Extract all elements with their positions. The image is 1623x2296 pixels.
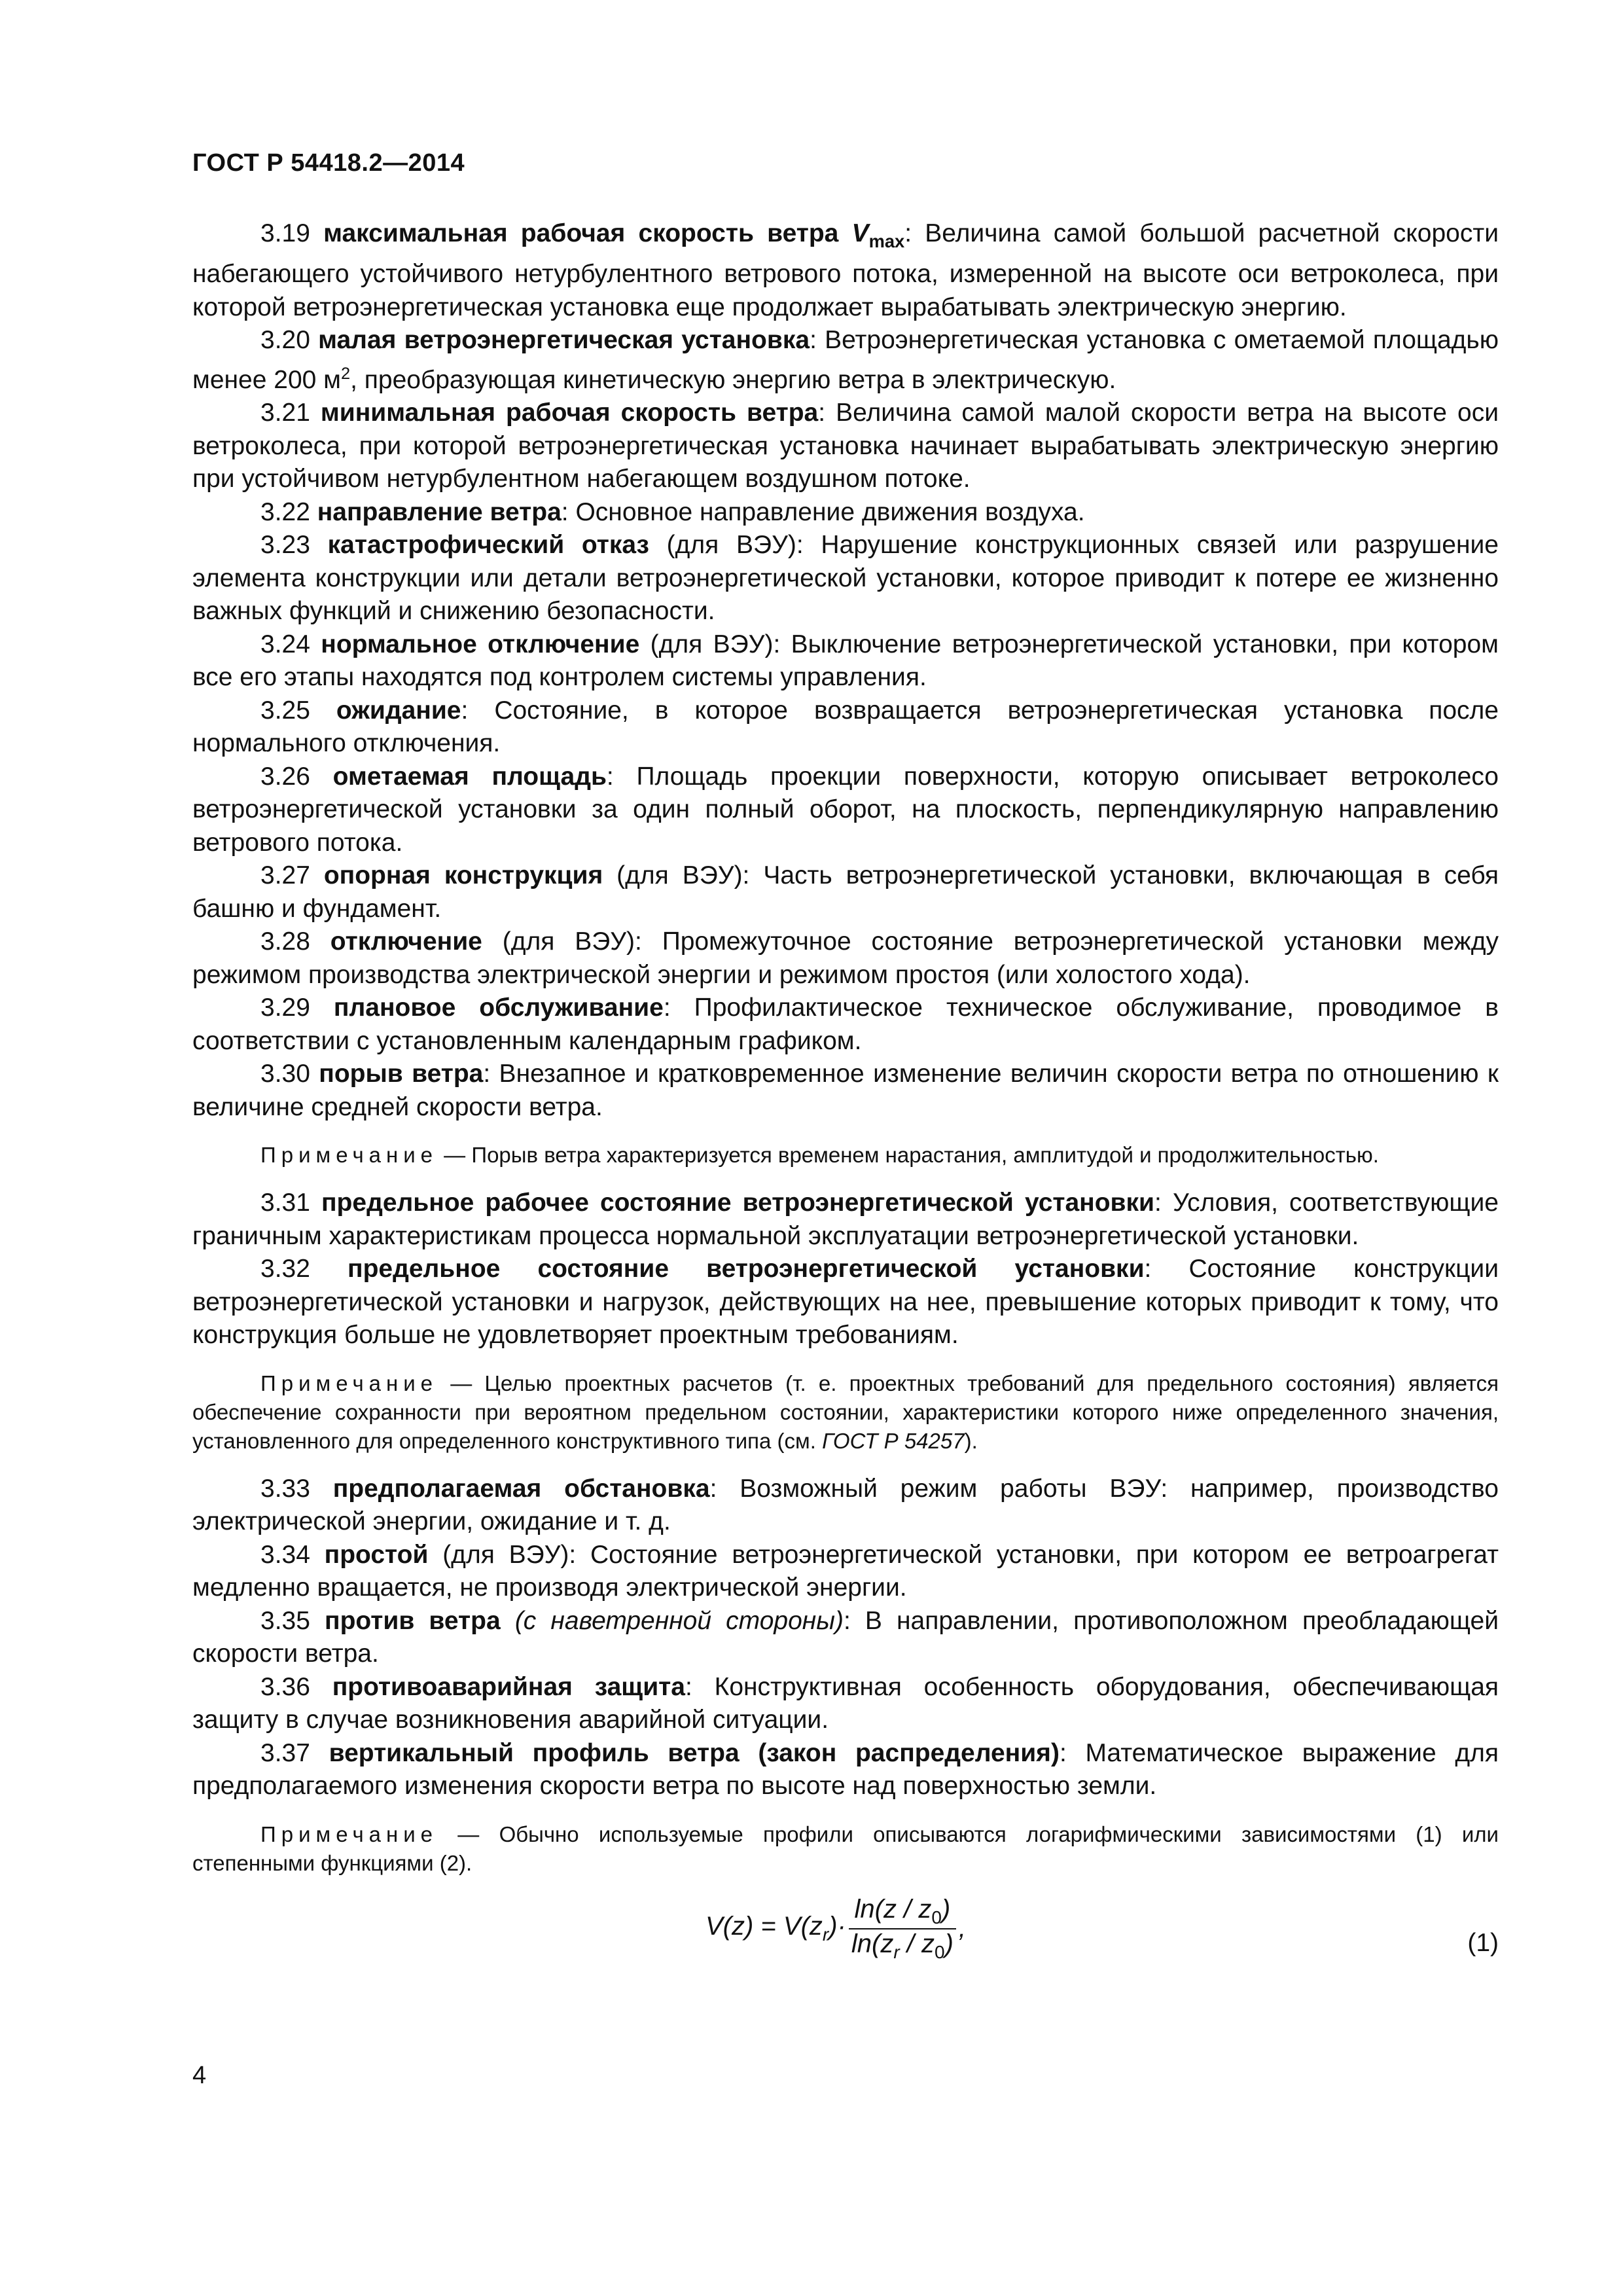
term-3-34: 3.34 простой (для ВЭУ): Состояние ветроэнергетической установки, при котором ее ветроагрегат медленно вращается, не производя электрической энергии. (192, 1540, 1499, 1602)
term-3-20: 3.20 малая ветроэнергетическая установка: Ветроэнергетическая установка с ометаемой площадью менее 200 $м^2$, преобразующая кинетическую энергию ветра в электрическую. (192, 326, 1499, 394)
term-3-29: 3.29 плановое обслуживание: Профилактическое техническое обслуживание, проводимое в соответствии с установленным календарным графиком. (192, 994, 1499, 1055)
page-number: 4 (192, 2062, 207, 2089)
note-limit-state: Примечание — Целью проектных расчетов (т. е. проектных требований для предельного состояния) является обеспечение сохранности при вероятном предельном состоянии, характеристики которого ниже определенного значения, установленного для определенного конструктивного типа (см. ГОСТ Р 54257). (192, 1371, 1499, 1453)
note-profile: Примечание — Обычно используемые профили описываются логарифмическими зависимостями (1) или степенными функциями (2). (192, 1821, 1499, 1875)
term-3-23: 3.23 катастрофический отказ (для ВЭУ): Нарушение конструкционных связей или разрушение элемента конструкции или детали ветроэнергетической установки, которое приводит к потере ее жизненно важных функций и снижению безопасности. (192, 531, 1499, 626)
term-3-32: 3.32 предельное состояние ветроэнергетической установки: Состояние конструкции ветроэнергетической установки и нагрузок, действующих на нее, превышение которых приводит к тому, что конструкция больше не удовлетворяет проектным требованиям. (192, 1255, 1499, 1350)
formula-1 (192, 1895, 1499, 1993)
term-3-21: 3.21 минимальная рабочая скорость ветра: Величина самой малой скорости ветра на высоте оси ветроколеса, при которой ветроэнергетическая установка начинает вырабатывать электрическую энергию при устойчивом нетурбулентном набегающем воздушном потоке. (192, 399, 1499, 493)
term-3-37: 3.37 вертикальный профиль ветра (закон распределения): Математическое выражение для предполагаемого изменения скорости ветра по высоте над поверхностью земли. (192, 1738, 1499, 1801)
term-3-24: 3.24 нормальное отключение (для ВЭУ): Выключение ветроэнергетической установки, при котором все его этапы находятся под контролем системы управления. (192, 630, 1499, 692)
note-gust: Примечание — Порыв ветра характеризуется временем нарастания, амплитудой и продолжительностью. (260, 1143, 1379, 1168)
term-3-33: 3.33 предполагаемая обстановка: Возможный режим работы ВЭУ: например, производство электрической энергии, ожидание и т. д. (192, 1474, 1499, 1536)
term-3-35: 3.35 против ветра (с наветренной стороны): В направлении, противоположном преобладающей скорости ветра. (192, 1606, 1499, 1668)
term-3-28: 3.28 отключение (для ВЭУ): Промежуточное состояние ветроэнергетической установки между режимом производства электрической энергии и режимом простоя (или холостого хода). (192, 927, 1499, 989)
wind-profile-formula: $V(z) = V(z_r)\cdot$ $\ln(z / z_0)$ , $\ln(z_r / z_0)$ (705, 1894, 967, 1962)
term-3-26: 3.26 ометаемая площадь: Площадь проекции поверхности, которую описывает ветроколесо ветроэнергетической установки за один полный оборот, на плоскость, перпендикулярную направлению ветрового потока. (192, 762, 1499, 857)
document-body (192, 217, 1499, 1993)
equation-number: (1) (1467, 1928, 1499, 1957)
term-3-22: 3.22 направление ветра: Основное направление движения воздуха. (260, 497, 1085, 526)
term-3-36: 3.36 противоаварийная защита: Конструктивная особенность оборудования, обеспечивающая защиту в случае возникновения аварийной ситуации. (192, 1672, 1499, 1734)
term-3-25: 3.25 ожидание: Состояние, в которое возвращается ветроэнергетическая установка после нормального отключения. (192, 696, 1499, 758)
term-3-19: 3.19 максимальная рабочая скорость ветра $V_{max}$: Величина самой большой расчетной скорости набегающего устойчивого нетурбулентного ветрового потока, измеренной на высоте оси ветроколеса, при которой ветроэнергетическая установка еще продолжает вырабатывать электрическую энергию. (192, 219, 1499, 321)
document-header: ГОСТ Р 54418.2—2014 (192, 149, 465, 177)
standard-reference: ГОСТ Р 54257 (822, 1428, 965, 1453)
term-3-27: 3.27 опорная конструкция (для ВЭУ): Часть ветроэнергетической установки, включающая в себя башню и фундамент. (192, 861, 1499, 923)
term-3-30: 3.30 порыв ветра: Внезапное и кратковременное изменение величин скорости ветра по отношению к величине средней скорости ветра. (192, 1060, 1499, 1121)
term-3-31: 3.31 предельное рабочее состояние ветроэнергетической установки: Условия, соответствующие граничным характеристикам процесса нормальной эксплуатации ветроэнергетической установки. (192, 1189, 1499, 1250)
